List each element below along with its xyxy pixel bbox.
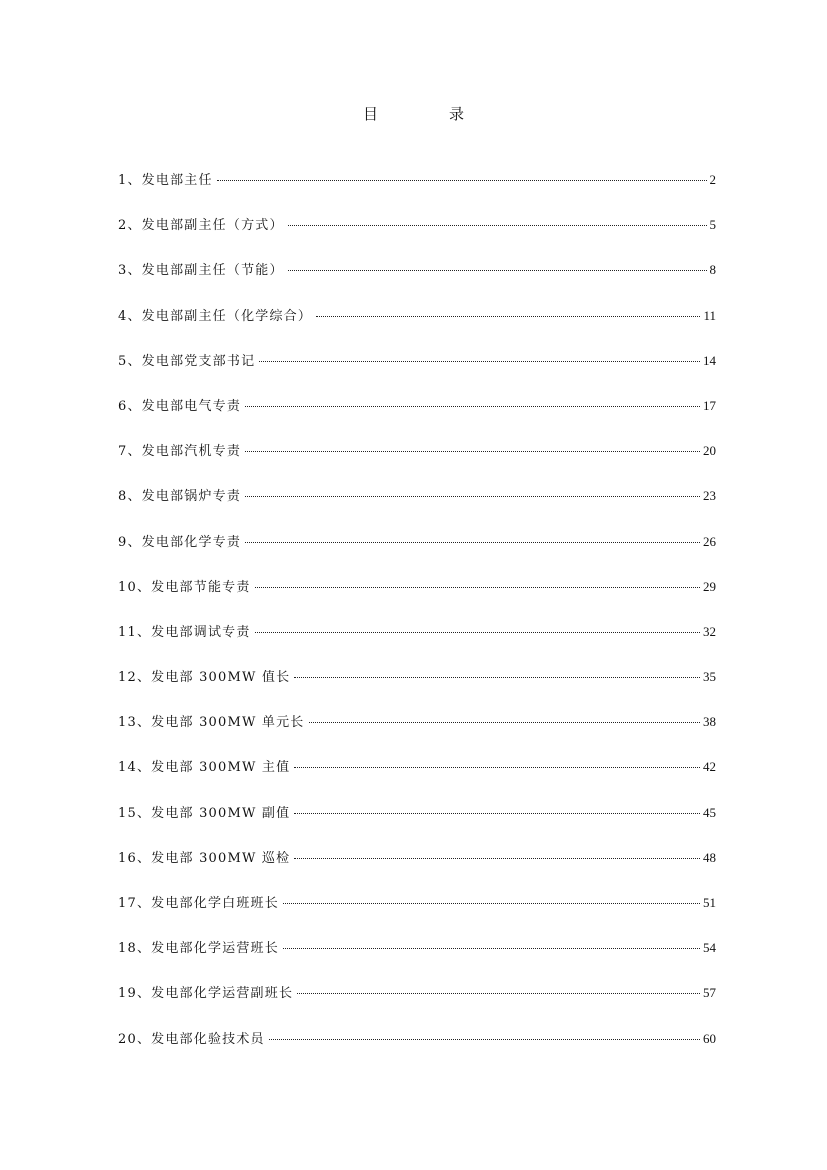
toc-entry-label: 18、发电部化学运营班长 [118,941,279,957]
toc-entry-label: 9、发电部化学专责 [118,534,242,550]
toc-entry-page-number: 51 [703,895,716,910]
toc-dot-leader [294,766,700,768]
toc-entry-label: 17、发电部化学白班班长 [118,896,279,911]
toc-entry-page-number: 45 [703,804,716,820]
toc-dot-leader [316,315,700,317]
toc-entry[interactable] [118,666,716,711]
toc-entry-label: 4、发电部副主任（化学综合） [118,308,313,324]
toc-entry-page-number: 54 [703,940,716,956]
toc-entry[interactable] [118,756,716,801]
toc-entry[interactable] [118,576,716,621]
toc-entry-page-number: 23 [703,488,716,504]
toc-entry-label: 6、发电部电气专责 [118,398,242,414]
toc-dot-leader [288,224,707,226]
toc-entry-page-number: 11 [703,307,716,323]
toc-dot-leader [245,450,700,452]
toc-entry[interactable] [118,982,716,1027]
toc-entry-label: 5、发电部党支部书记 [118,353,256,369]
toc-entry[interactable] [118,169,716,214]
toc-dot-leader [255,631,700,633]
toc-entry-page-number: 32 [703,623,716,639]
toc-dot-leader [269,1038,700,1040]
toc-entry-page-number: 57 [703,985,716,1001]
toc-dot-leader [288,269,707,271]
toc-entry[interactable] [118,350,716,395]
toc-entry[interactable] [118,440,716,485]
toc-entry[interactable] [118,395,716,440]
toc-entry[interactable] [118,259,716,304]
toc-entry-page-number: 14 [703,352,716,368]
toc-entry-page-number: 17 [703,397,716,413]
toc-entry[interactable] [118,847,716,892]
toc-entry[interactable] [118,892,716,937]
toc-entry-label: 1、发电部主任 [118,173,213,188]
toc-entry-page-number: 8 [709,262,716,278]
toc-entry-page-number: 26 [703,533,716,549]
toc-entry-label: 16、发电部 300MW 巡检 [118,850,291,866]
toc-entry-page-number: 48 [703,849,716,865]
toc-entry-page-number: 2 [709,172,716,187]
toc-dot-leader [217,179,707,181]
toc-list [118,169,716,1073]
toc-dot-leader [294,857,700,859]
toc-entry[interactable] [118,711,716,756]
toc-dot-leader [294,812,700,814]
toc-dot-leader [283,947,700,949]
toc-entry-label: 13、发电部 300MW 单元长 [118,715,305,731]
toc-entry-label: 20、发电部化验技术员 [118,1031,265,1047]
toc-dot-leader [245,495,700,497]
toc-entry-label: 10、发电部节能专责 [118,579,251,595]
toc-entry[interactable] [118,802,716,847]
toc-entry-page-number: 42 [703,759,716,775]
toc-entry[interactable] [118,937,716,982]
toc-dot-leader [245,541,700,543]
toc-entry-label: 14、发电部 300MW 主值 [118,760,291,776]
toc-entry-page-number: 38 [703,714,716,730]
toc-dot-leader [283,902,700,904]
toc-dot-leader [309,721,701,723]
toc-entry-label: 12、发电部 300MW 值长 [118,670,291,686]
toc-entry-label: 19、发电部化学运营副班长 [118,986,294,1002]
toc-entry[interactable] [118,214,716,259]
toc-entry-label: 7、发电部汽机专责 [118,444,242,460]
toc-entry-page-number: 29 [703,578,716,594]
toc-entry-page-number: 20 [703,443,716,459]
toc-dot-leader [297,992,700,994]
toc-title: 目 录 [362,105,492,123]
toc-entry[interactable] [118,531,716,576]
toc-entry-page-number: 35 [703,669,716,685]
toc-entry-label: 15、发电部 300MW 副值 [118,805,291,821]
toc-entry[interactable] [118,1028,716,1073]
toc-entry-label: 3、发电部副主任（节能） [118,263,284,279]
toc-entry-page-number: 5 [709,217,716,233]
toc-entry[interactable] [118,621,716,666]
toc-dot-leader [259,360,700,362]
toc-dot-leader [245,405,700,407]
toc-entry[interactable] [118,305,716,350]
toc-entry-label: 8、发电部锅炉专责 [118,489,242,505]
toc-dot-leader [255,586,700,588]
toc-entry-label: 2、发电部副主任（方式） [118,218,284,234]
toc-entry-page-number: 60 [703,1030,716,1046]
toc-entry[interactable] [118,485,716,530]
toc-dot-leader [294,676,700,678]
toc-entry-label: 11、发电部调试专责 [118,624,251,640]
